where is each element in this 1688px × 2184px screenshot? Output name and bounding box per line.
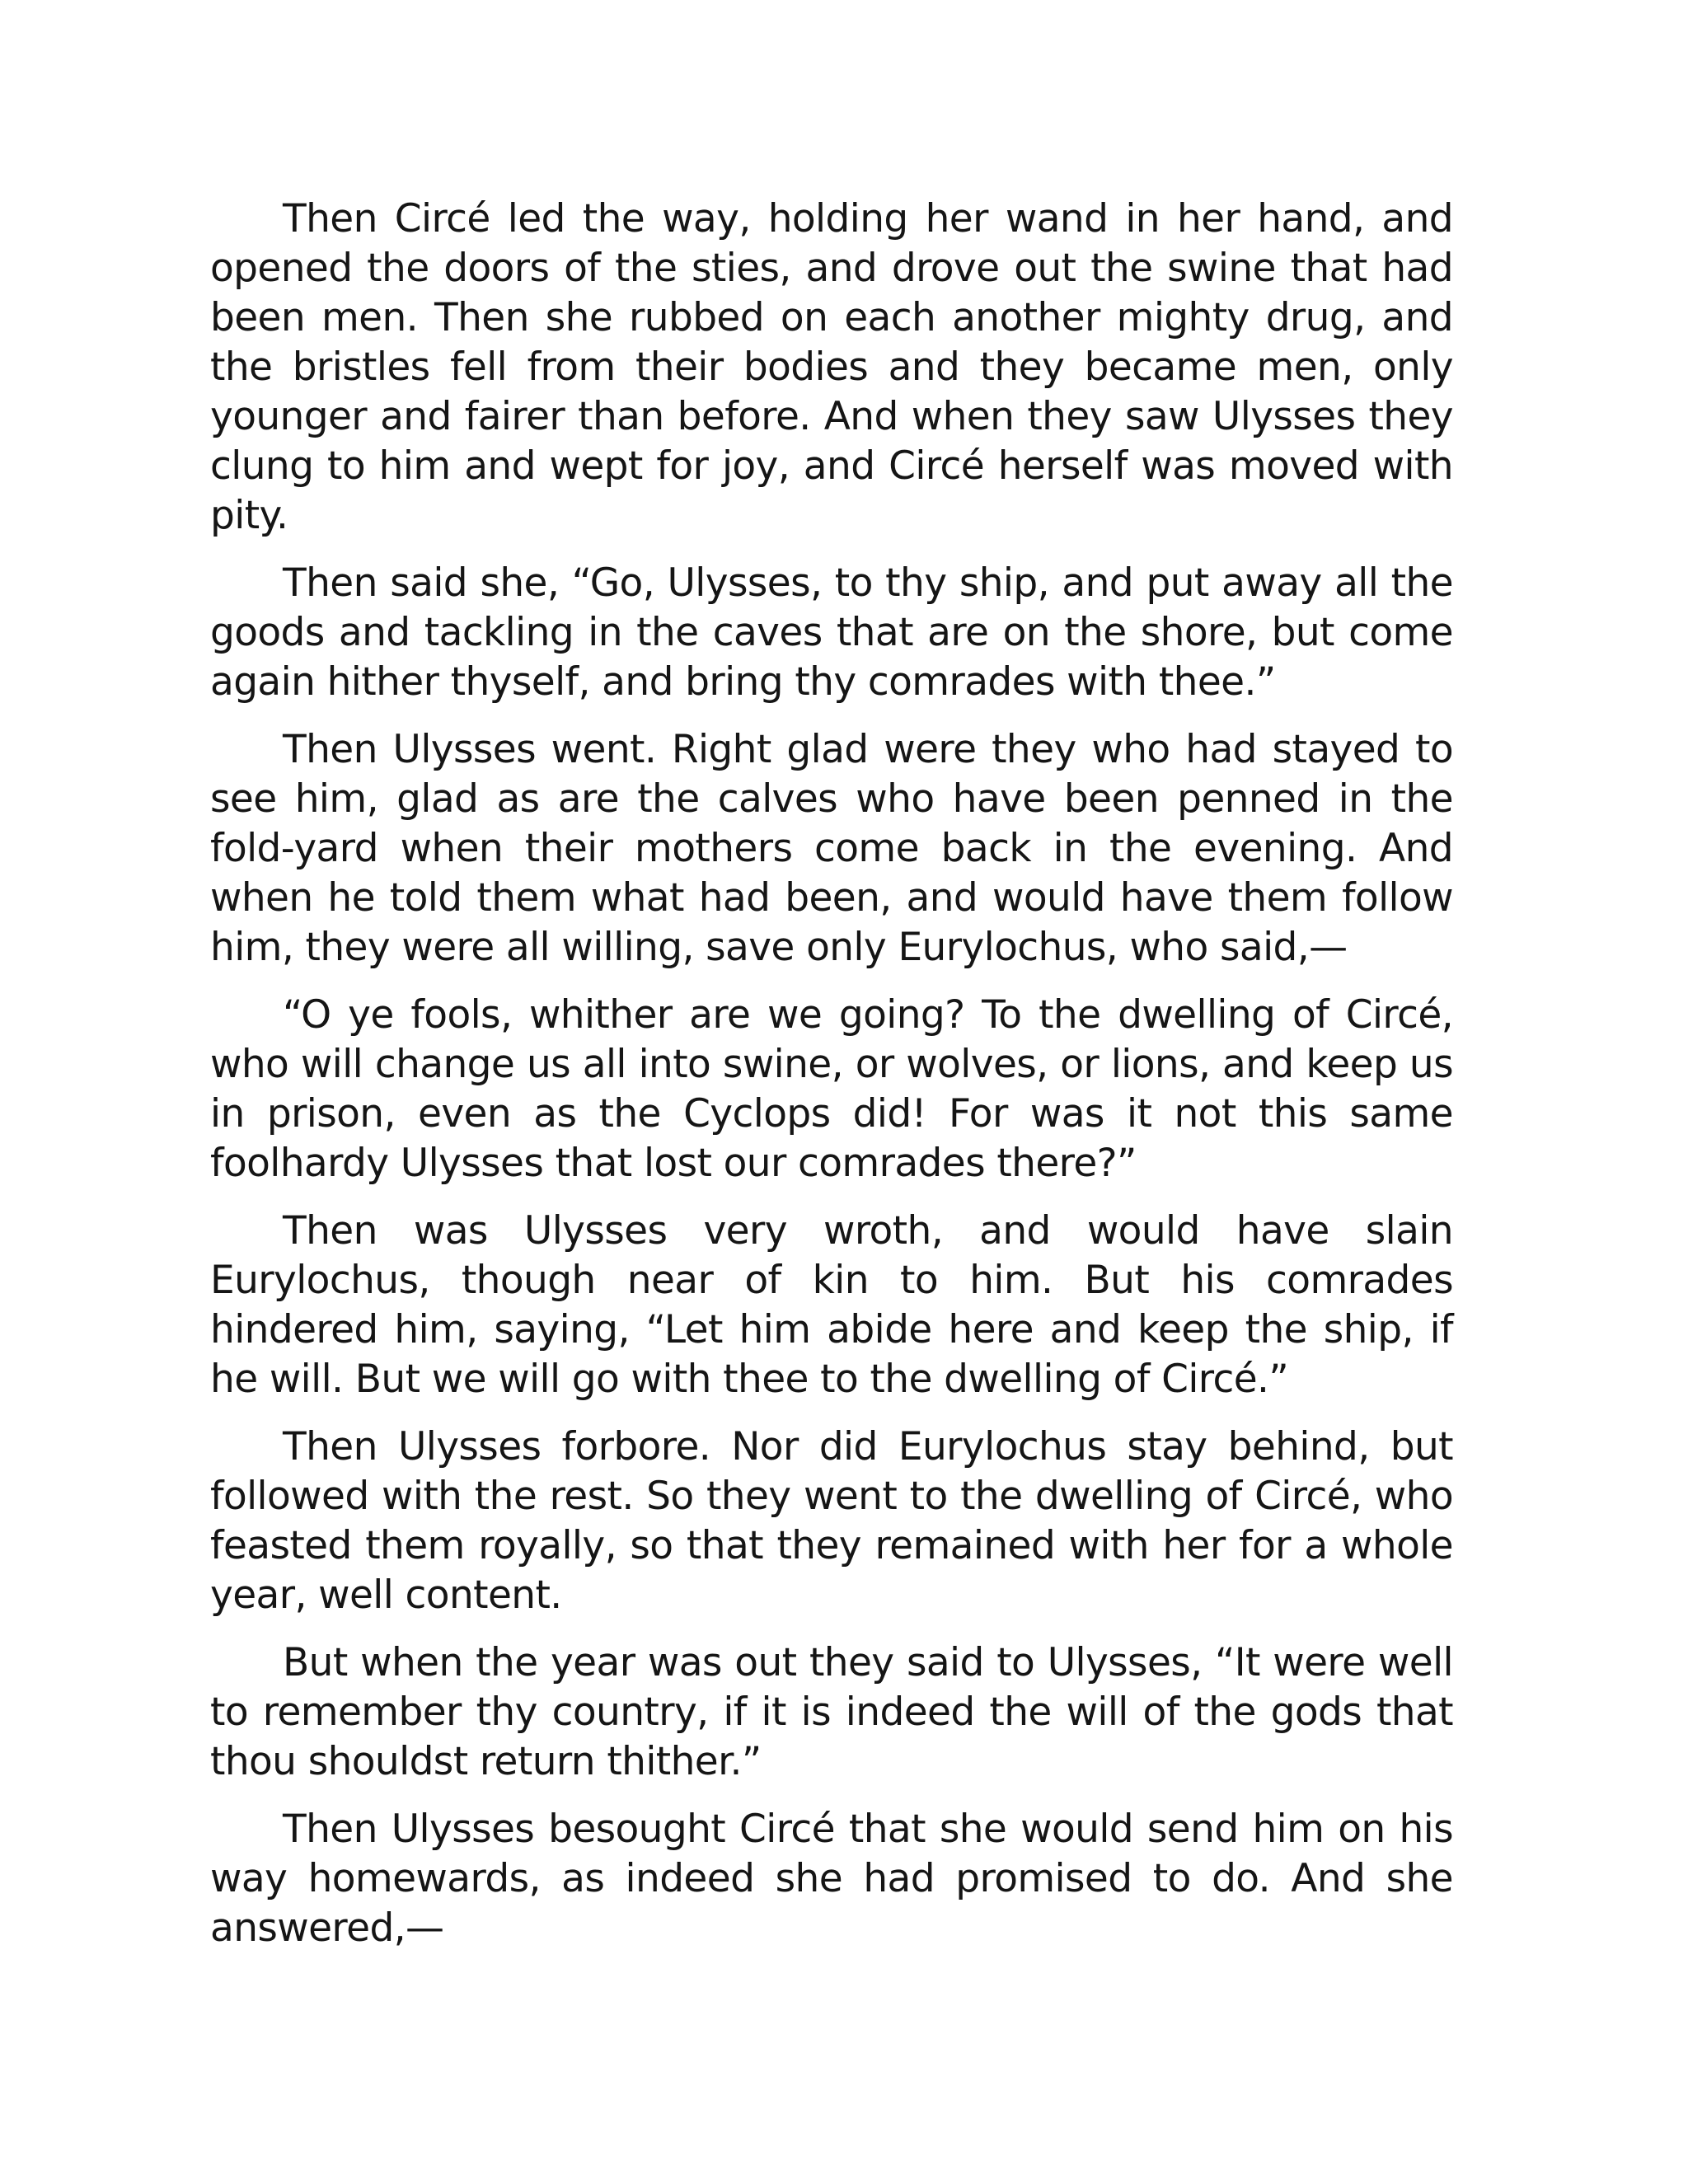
paragraph-3: Then Ulysses went. Right glad were they who had stayed to see him, glad as are the calves who have been penned in the fold-yard when their mothers come back in the evening. And when he told them what had been, and would have them follow him, they were all willing, save only Eurylochus, who said,— [210, 727, 1453, 970]
paragraph-6: Then Ulysses forbore. Nor did Eurylochus stay behind, but followed with the rest. So they went to the dwelling of Circé, who feasted them royally, so that they remained with her for a whole year, well content. [210, 1424, 1453, 1618]
paragraph-4: “O ye fools, whither are we going? To the dwelling of Circé, who will change us all into swine, or wolves, or lions, and keep us in prison, even as the Cyclops did! For was it not this same foolhardy Ulysses that lost our comrades there?” [210, 992, 1453, 1186]
paragraph-5: Then was Ulysses very wroth, and would have slain Eurylochus, though near of kin to him. But his comrades hindered him, saying, “Let him abide here and keep the ship, if he will. But we will go with thee to the dwelling of Circé.” [210, 1208, 1453, 1402]
paragraph-8: Then Ulysses besought Circé that she would send him on his way homewards, as indeed she had promised to do. And she answered,— [210, 1807, 1453, 1951]
page-body [210, 194, 1453, 1971]
paragraph-2: Then said she, “Go, Ulysses, to thy ship, and put away all the goods and tackling in the caves that are on the shore, but come again hither thyself, and bring thy comrades with thee.” [210, 560, 1453, 705]
paragraph-7: But when the year was out they said to Ulysses, “It were well to remember thy country, if it is indeed the will of the gods that thou shouldst return thither.” [210, 1640, 1453, 1784]
paragraph-1: Then Circé led the way, holding her wand in her hand, and opened the doors of the sties, and drove out the swine that had been men. Then she rubbed on each another mighty drug, and the bristles fell from their bodies and they became men, only younger and fairer than before. And when they saw Ulysses they clung to him and wept for joy, and Circé herself was moved with pity. [210, 196, 1453, 538]
